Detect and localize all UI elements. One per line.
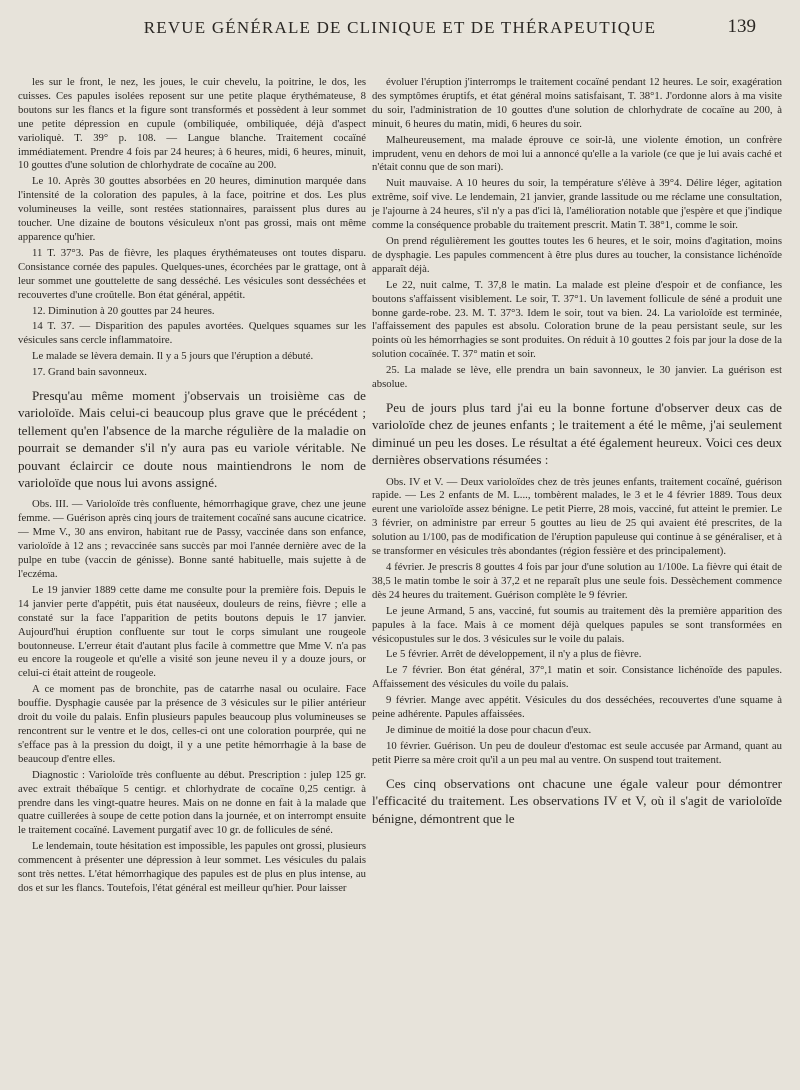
body-paragraph: Ces cinq observations ont chacune une égale valeur pour démontrer l'efficacité du traitement. Les observations IV et V, où il s'agit de varioloïde bénigne, démontrent que le <box>372 775 782 826</box>
case-note-paragraph: Le 10. Après 30 gouttes absorbées en 20 heures, diminution marquée dans l'intensité de la coloration des papules, à la face, poitrine et dos. Les plus volumineuses la veille, sont restées stationnaires, paraissent plus dures au toucher. Une dizaine de boutons vésiculeux n'ont pas grossi, mais ont même apparence qu'hier. <box>18 175 366 243</box>
case-note-paragraph: Le 7 février. Bon état général, 37°,1 matin et soir. Consistance lichénoïde des papules. Affaissement des vésicules du voile du palais. <box>372 664 782 691</box>
case-note-paragraph: 4 février. Je prescris 8 gouttes 4 fois par jour d'une solution au 1/100e. La fièvre qui était de 38,5 le matin tombe le soir à 37,2 et ne reparaît plus une seule fois. Dessèchement commence dès 24 heures du traitement. Guérison complète le 9 février. <box>372 561 782 601</box>
case-note-paragraph: évoluer l'éruption j'interromps le traitement cocaïné pendant 12 heures. Le soir, exagération des symptômes éruptifs, et état général moins satisfaisant, T. 38°1. J'ordonne alors à ma visite du soir, l'administration de 10 gouttes d'une solution de chlorhydrate de cocaïne au 200, à minuit, 6 heures du matin, midi, 6 heures du soir. <box>372 76 782 130</box>
case-note-paragraph: 10 février. Guérison. Un peu de douleur d'estomac est seule accusée par Armand, quant au petit Pierre sa mère croit qu'il a un peu mal au ventre. On suspend tout traitement. <box>372 739 782 766</box>
case-note-paragraph: Le 22, nuit calme, T. 37,8 le matin. La malade est pleine d'espoir et de confiance, les boutons s'affaissent visiblement. Le soir, T. 37°1. Un lavement follicule de séné a produit une bonne garde-robe. 23. M. T. 37°3. Idem le soir, tout va bien. 24. La varioloïde est terminée, l'affaissement des papules est absolu. Coloration brune de la peau persistant seule, sur les points où les hémorrhagies se sont produites. On réduit à 10 gouttes 2 fois par jour la dose de la solution cocaïnée. T. 37° matin et soir. <box>372 278 782 361</box>
case-note-paragraph: A ce moment pas de bronchite, pas de catarrhe nasal ou oculaire. Face bouffie. Dysphagie causée par la présence de 3 vésicules sur le pilier antérieur droit du voile du palais. Enfin plusieurs papules beaucoup plus volumineuses se rencontrent sur le ventre et le dos, celles-ci ont une coloration pourprée, qui ne s'efface pas à la pression du doigt, il y a une petite hémorrhagie à la base de beaucoup d'entre elles. <box>18 683 366 765</box>
case-note-paragraph: 12. Diminution à 20 gouttes par 24 heures. <box>32 304 215 317</box>
body-paragraph: Presqu'au même moment j'observais un troisième cas de varioloïde. Mais celui-ci beaucoup plus grave que le précédent ; tellement qu'en l'absence de la marche régulière de la maladie on pourrait se demander s'il n'y aura pas eu variole véritable. Ne pouvant éclaircir ce doute nous maintiendrons le nom de varioloïde que nous lui avons assigné. <box>18 388 366 491</box>
left-column <box>18 74 366 896</box>
case-note-paragraph: 17. Grand bain savonneux. <box>32 366 147 379</box>
case-note-paragraph: Malheureusement, ma malade éprouve ce soir-là, une violente émotion, un confrère imprudent, venu en dehors de moi lui a annoncé qu'elle a la variole (ce que je lui avais caché et n'était connu que de son mari). <box>372 133 782 174</box>
case-note-paragraph: Le malade se lèvera demain. Il y a 5 jours que l'éruption a débuté. <box>32 350 314 363</box>
case-note-paragraph: Je diminue de moitié la dose pour chacun d'eux. <box>386 723 592 736</box>
journal-title: REVUE GÉNÉRALE DE CLINIQUE ET DE THÉRAPEUTIQUE <box>143 18 657 37</box>
case-note-paragraph: les sur le front, le nez, les joues, le cuir chevelu, la poitrine, le dos, les cuisses. Ces papules isolées reposent sur une petite plaque érythémateuse, 8 boutons sur les flancs et la figure sont transformés et possèdent à leur sommet une petite dépression en cupule (ombiliquée, ombiliquée, déjà d'aspect varioliquè. T. 39° p. 108. — Langue blanche. Traitement cocaïné immédiatement. Prendre 4 fois par 24 heures; à 6 heures, midi, 6 heures, minuit, 10 gouttes d'une solution de chlorhydrate de cocaïne au 200. <box>18 76 366 172</box>
case-note-paragraph: Obs. III. — Varioloïde très confluente, hémorrhagique grave, chez une jeune femme. — Guérison après cinq jours de traitement cocaïné sans aucune cicatrice. — Mme V., 30 ans environ, habitant rue de Passy, vaccinée dans son enfance, varioloïde à 12 ans ; revaccinée sans succès par moi l'année dernière avec de la pulpe en tube (vaccin de génisse). Bonne santé habituelle, mais sujette à de l'eczéma. <box>18 498 366 580</box>
case-note-paragraph: 9 février. Mange avec appétit. Vésicules du dos desséchées, recouvertes d'une squame à peine adhérente. Papules affaissées. <box>372 694 782 721</box>
right-column <box>372 74 782 834</box>
page-number: 139 <box>727 16 756 37</box>
case-note-paragraph: 11 T. 37°3. Pas de fièvre, les plaques érythémateuses ont toutes disparu. Consistance cornée des papules. Quelques-unes, écorchées par le grattage, ont à leur sommet une gouttelette de sang desséché. Les vésicules sont desséchées et recouvertes d'une croûtelle. Bon état général, appétit. <box>18 246 366 301</box>
case-note-paragraph: Diagnostic : Varioloïde très confluente au début. Prescription : julep 125 gr. avec extrait thébaïque 5 centigr. et chlorhydrate de cocaïne 0,25 centigr. à prendre dans les vingt-quatre heures. Mais on ne donne en fait à la malade que quatre cuillerées à soupe de cette potion dans la journée, et on interrompt ensuite le traitement cocaïné. Lavement purgatif avec 10 gr. de follicules de séné. <box>18 768 366 837</box>
case-note-paragraph: 25. La malade se lève, elle prendra un bain savonneux, le 30 janvier. La guérison est absolue. <box>372 364 782 391</box>
case-note-paragraph: Le jeune Armand, 5 ans, vacciné, fut soumis au traitement dès la première apparition des papules à la face. Mais à ce moment déjà quelques papules se sont transformées en vésicopustules sur le dos. 3 vésicules sur le voile du palais. <box>372 604 782 645</box>
body-paragraph: Peu de jours plus tard j'ai eu la bonne fortune d'observer deux cas de varioloïde chez de jeunes enfants ; le traitement a été le même, j'ai seulement diminué un peu les doses. Le résultat a été également heureux. Voici ces deux dernières observations résumées : <box>372 399 782 468</box>
case-note-paragraph: Le 19 janvier 1889 cette dame me consulte pour la première fois. Depuis le 14 janvier perte d'appétit, puis état nauséeux, douleurs de reins, fièvre ; elle a constaté sur la face l'apparition de petits boutons depuis le 17 janvier. Aujourd'hui éruption confluente sur tout le corps simulant une rougeole boutonneuse. L'erreur était d'autant plus facile à commettre que Mme V. n'a pas eu encore la rougeole et qu'elle a visité son jeune neveu il y a douze jours, or celui-ci était atteint de rougeole. <box>18 583 366 680</box>
case-note-paragraph: Nuit mauvaise. A 10 heures du soir, la température s'élève à 39°4. Délire léger, agitation extrême, soif vive. Le lendemain, 21 janvier, grande lassitude ou me réclame une consultation, je l'ajourne à 24 heures, s'il n'y a pas d'ici là, l'amélioration notable que j'espère et que j'indique comme la conséquence probable du traitement prescrit. Matin T. 38°1, comme le soir. <box>372 177 782 232</box>
case-note-paragraph: Le 5 février. Arrêt de développement, il n'y a plus de fièvre. <box>386 648 642 661</box>
case-note-paragraph: 14 T. 37. — Disparition des papules avortées. Quelques squames sur les vésicules sans cercle inflammatoire. <box>18 320 366 347</box>
case-note-paragraph: Obs. IV et V. — Deux varioloïdes chez de très jeunes enfants, traitement cocaïné, guérison rapide. — Les 2 enfants de M. L..., tombèrent malades, le 3 et le 4 février 1889. Tous deux eurent une varioloïde assez bénigne. Le petit Pierre, 28 mois, vacciné, fut atteint le premier. Le 3 février, on administre par erreur 5 gouttes au lieu de 25 qui avaient été prescrites, de la solution au 1/100, pas de modification de l'éruption papuleuse qui continue à se généraliser, et à se transformer en vésicules très abondantes (région fessière et des principalement). <box>372 475 782 558</box>
case-note-paragraph: Le lendemain, toute hésitation est impossible, les papules ont grossi, plusieurs commencent à présenter une dépression à leur sommet. Les vésicules du palais sont très nettes. L'état hémorrhagique des papules est de plus en plus intense, au dos et sur les flancs. Toutefois, l'état général est meilleur qu'hier. Pour laisser <box>18 840 366 894</box>
running-header <box>0 14 800 40</box>
case-note-paragraph: On prend régulièrement les gouttes toutes les 6 heures, et le soir, moins d'agitation, moins de dysphagie. Les papules commencent à être plus dures au toucher, la consistance lichénoïde apparaît déjà. <box>372 234 782 275</box>
